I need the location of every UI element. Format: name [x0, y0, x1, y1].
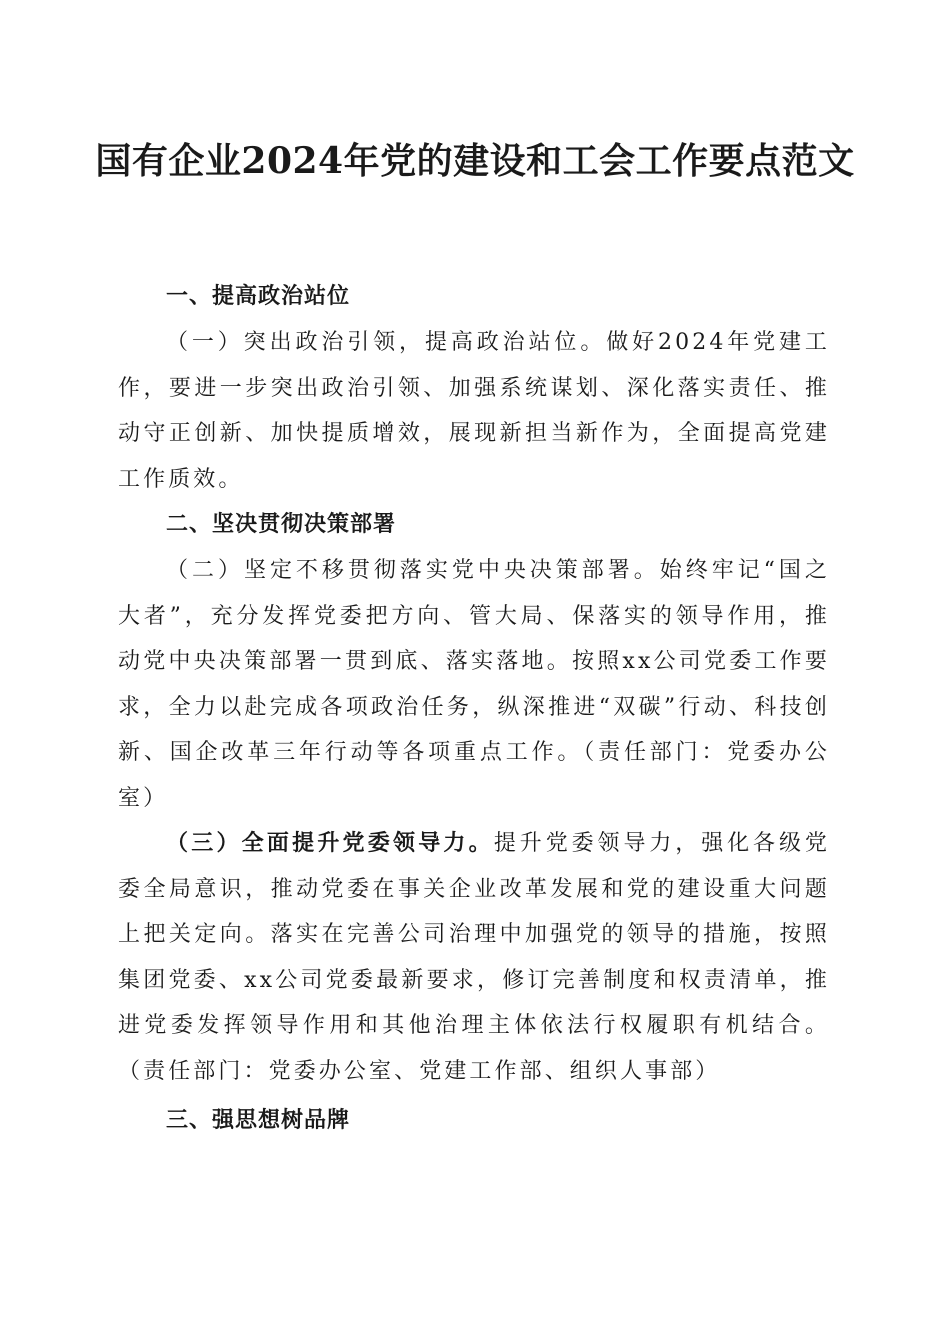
document-body: [118, 274, 830, 1144]
paragraph-2: [118, 548, 830, 821]
document-title: 国有企业2024年党的建设和工会工作要点范文: [95, 140, 855, 182]
section-heading-3: 三、强思想树品牌: [166, 1108, 351, 1133]
section-heading-1: 一、提高政治站位: [166, 284, 351, 309]
paragraph-2-lead: （二）坚定不移贯彻落实党中央决策部署。: [166, 558, 660, 583]
section-heading-2: 二、坚决贯彻决策部署: [166, 512, 397, 537]
paragraph-3-text: 提升党委领导力，强化各级党委全局意识，推动党委在事关企业改革发展和党的建设重大问题上把关定向。落实在完善公司治理中加强党的领导的措施，按照集团党委、xx公司党委最新要求，修订完善制度和权责清单，推进党委发挥领导作用和其他治理主体依法行权履职有机结合。（责任部门：党委办公室、党建工作部、组织人事部）: [118, 831, 830, 1084]
paragraph-3-lead: （三）全面提升党委领导力。: [166, 831, 494, 856]
paragraph-1-text: 做好2024年党建工作，要进一步突出政治引领、加强系统谋划、深化落实责任、推动守正创新、加快提质增效，展现新担当新作为，全面提高党建工作质效。: [118, 330, 830, 492]
paragraph-1: [118, 320, 830, 502]
paragraph-3: [118, 821, 830, 1094]
paragraph-2-text: 始终牢记“国之大者”，充分发挥党委把方向、管大局、保落实的领导作用，推动党中央决策部署一贯到底、落实落地。按照xx公司党委工作要求，全力以赴完成各项政治任务，纵深推进“双碳”行动、科技创新、国企改革三年行动等各项重点工作。（责任部门：党委办公室）: [118, 558, 830, 811]
paragraph-1-lead: （一）突出政治引领，提高政治站位。: [166, 330, 607, 355]
